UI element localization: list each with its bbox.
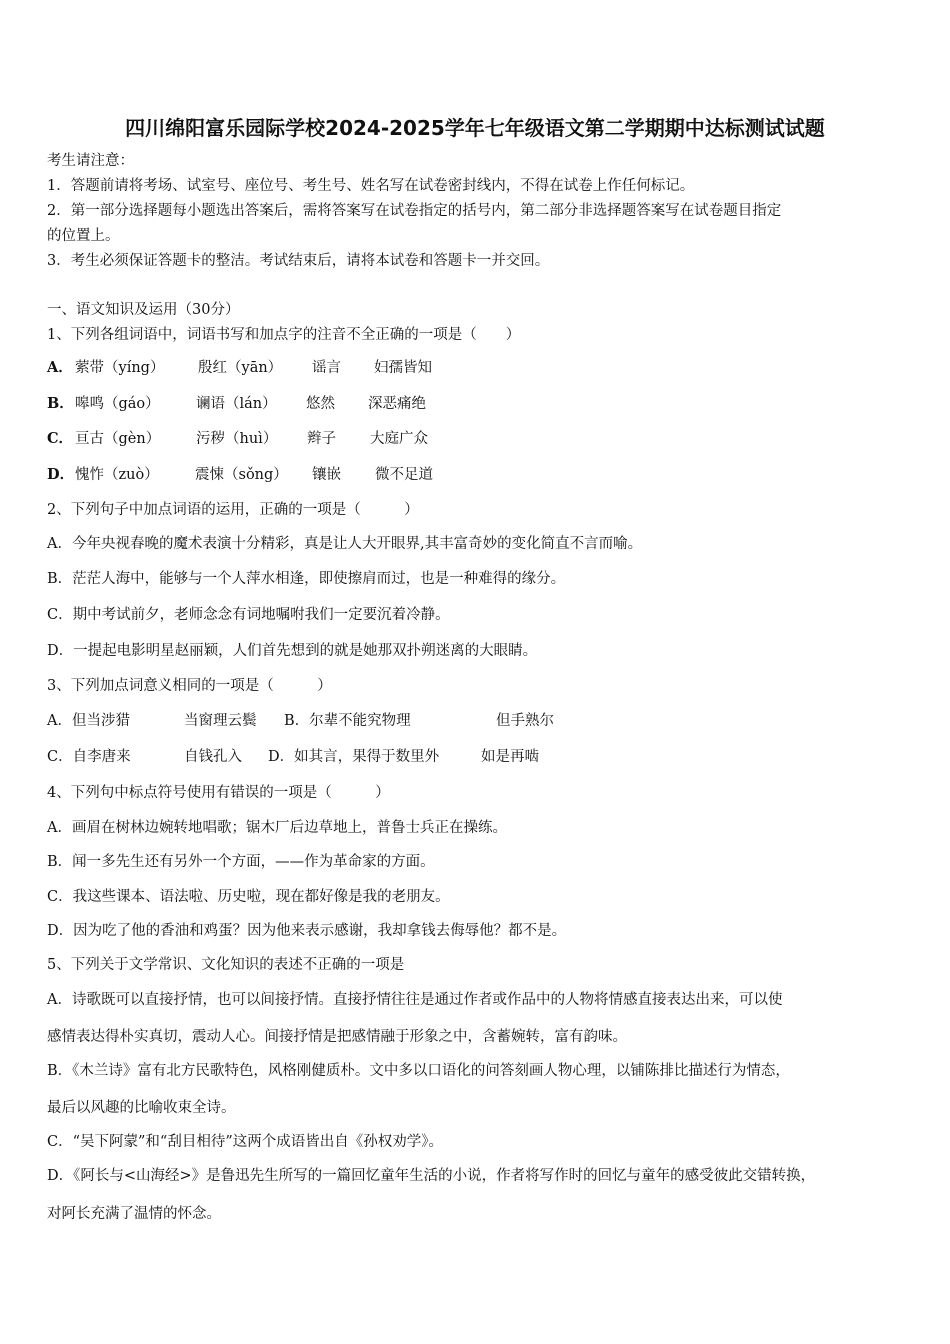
q1-option-item: 悠然	[306, 396, 335, 412]
q3-option: 如是再啮	[481, 749, 539, 765]
q3-option: D．如其言，果得于数里外	[268, 749, 440, 765]
q1-option-item: 镶嵌	[312, 467, 341, 483]
q1-option-label: C．	[47, 430, 74, 447]
question-2-stem: 2、下列句子中加点词语的运用，正确的一项是（ ）	[47, 502, 419, 518]
notice-item: 的位置上。	[47, 228, 120, 244]
q1-option-item: 愧怍（zuò）	[75, 467, 159, 483]
question-5-stem: 5、下列关于文学常识、文化知识的表述不正确的一项是	[47, 957, 405, 973]
q5-line: C．“吴下阿蒙”和“刮目相待”这两个成语皆出自《孙权劝学》。	[47, 1134, 443, 1150]
q5-line: B．《木兰诗》富有北方民歌特色，风格刚健质朴。文中多以口语化的问答刻画人物心理，以铺陈排比描述行为情态，	[47, 1063, 790, 1079]
q1-option-item: 微不足道	[375, 467, 433, 483]
q4-option: A．画眉在树林边婉转地唱歌；锯木厂后边草地上，普鲁士兵正在操练。	[47, 820, 507, 836]
q1-option-item: 妇孺皆知	[374, 360, 432, 376]
notice-item: 1．答题前请将考场、试室号、座位号、考生号、姓名写在试卷密封线内，不得在试卷上作任何标记。	[47, 178, 695, 194]
q4-option: B．闻一多先生还有另外一个方面，——作为革命家的方面。	[47, 854, 435, 870]
q1-option-item: 震悚（sǒng）	[195, 467, 288, 483]
notice-item: 3．考生必须保证答题卡的整洁。考试结束后，请将本试卷和答题卡一并交回。	[47, 253, 550, 269]
q1-option-item: 萦带（yíng）	[75, 360, 165, 376]
q2-option: D．一提起电影明星赵丽颖，人们首先想到的就是她那双扑朔迷离的大眼睛。	[47, 643, 538, 659]
q3-option: C．自李唐来	[47, 749, 131, 765]
notice-item: 2．第一部分选择题每小题选出答案后，需将答案写在试卷指定的括号内，第二部分非选择题答案写在试卷题目指定	[47, 203, 782, 219]
q1-option-item: 大庭广众	[370, 431, 428, 447]
q5-line: 感情表达得朴实真切，震动人心。间接抒情是把感情融于形象之中，含蓄婉转，富有韵味。	[47, 1029, 627, 1045]
q1-option-label: D．	[47, 466, 75, 483]
q4-option: D．因为吃了他的香油和鸡蛋？因为他来表示感谢，我却拿钱去侮辱他？都不是。	[47, 923, 567, 939]
q1-option-item: 嗥鸣（gáo）	[75, 396, 160, 412]
question-4-stem: 4、下列句中标点符号使用有错误的一项是（ ）	[47, 785, 390, 801]
q3-option: 但手熟尔	[496, 713, 554, 729]
q1-option-item: 亘古（gèn）	[75, 431, 161, 447]
q3-option: 当窗理云鬓	[184, 713, 257, 729]
q1-option-item: 辫子	[307, 431, 336, 447]
q1-option-label: A．	[47, 359, 73, 376]
question-1-stem: 1、下列各组词语中，词语书写和加点字的注音不全正确的一项是（ ）	[47, 327, 521, 343]
notice-heading: 考生请注意：	[47, 153, 134, 169]
q3-option: A．但当涉猎	[47, 713, 130, 729]
q1-option-item: 谰语（lán）	[196, 396, 277, 412]
q2-option: B．茫茫人海中，能够与一个人萍水相逢，即使擦肩而过，也是一种难得的缘分。	[47, 571, 566, 587]
q5-line: D．《阿长与<山海经>》是鲁迅先生所写的一篇回忆童年生活的小说，作者将写作时的回忆与童年的感受彼此交错转换，	[47, 1168, 816, 1184]
q5-line: 对阿长充满了温情的怀念。	[47, 1206, 221, 1222]
page-title: 四川绵阳富乐园际学校2024-2025学年七年级语文第二学期期中达标测试试题	[125, 116, 825, 140]
q3-option: 自钱孔入	[184, 749, 242, 765]
q1-option-item: 污秽（huì）	[196, 431, 278, 447]
section-heading: 一、语文知识及运用（30分）	[47, 302, 240, 318]
q3-option: B．尔辈不能究物理	[284, 713, 411, 729]
q1-option-item: 谣言	[312, 360, 341, 376]
q2-option: A．今年央视春晚的魔术表演十分精彩，真是让人大开眼界,其丰富奇妙的变化简直不言而喻。	[47, 536, 643, 552]
question-3-stem: 3、下列加点词意义相同的一项是（ ）	[47, 678, 332, 694]
q4-option: C．我这些课本、语法啦、历史啦，现在都好像是我的老朋友。	[47, 889, 450, 905]
q1-option-item: 深恶痛绝	[368, 396, 426, 412]
q1-option-label: B．	[47, 395, 74, 412]
q5-line: A．诗歌既可以直接抒情，也可以间接抒情。直接抒情往往是通过作者或作品中的人物将情感直接表达出来，可以使	[47, 992, 783, 1008]
q2-option: C．期中考试前夕，老师念念有词地嘱咐我们一定要沉着冷静。	[47, 607, 450, 623]
q1-option-item: 殷红（yān）	[198, 360, 283, 376]
q5-line: 最后以风趣的比喻收束全诗。	[47, 1100, 236, 1116]
